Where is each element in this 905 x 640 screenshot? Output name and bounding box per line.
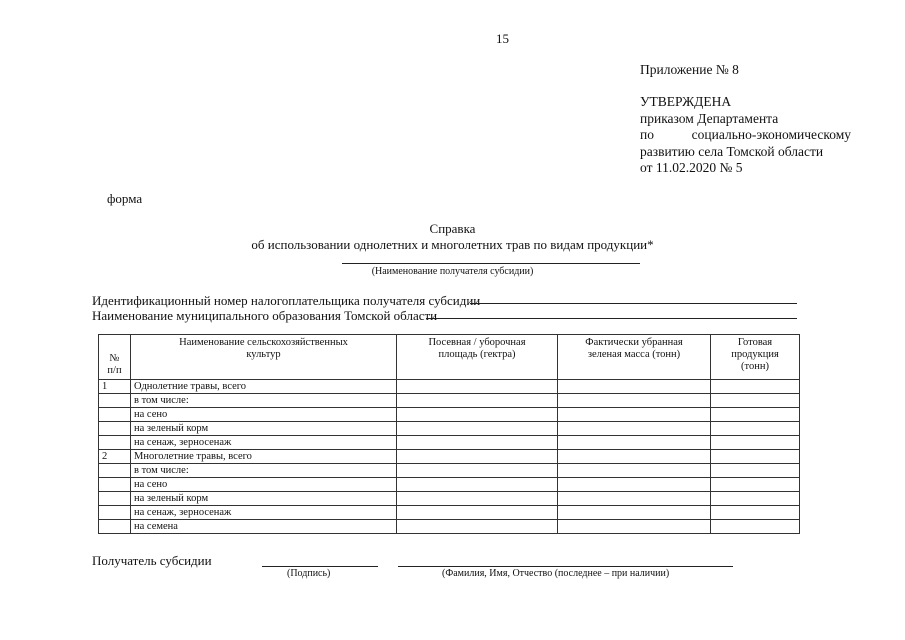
row-crop-cell: на сенаж, зерносенаж xyxy=(131,436,397,450)
row-product-cell[interactable] xyxy=(711,380,800,394)
row-num-cell xyxy=(99,436,131,450)
table-row xyxy=(99,464,800,478)
header-area-line2: площадь (гектра) xyxy=(438,349,516,360)
header-num-line1: № xyxy=(109,353,120,364)
row-area-cell[interactable] xyxy=(397,450,558,464)
table-row xyxy=(99,478,800,492)
row-product-cell[interactable] xyxy=(711,450,800,464)
row-product-cell[interactable] xyxy=(711,506,800,520)
row-crop-cell: Многолетние травы, всего xyxy=(131,450,397,464)
row-area-cell[interactable] xyxy=(397,422,558,436)
municipality-field-line[interactable] xyxy=(426,318,797,319)
row-num-cell: 1 xyxy=(99,380,131,394)
row-area-cell[interactable] xyxy=(397,506,558,520)
appendix-label: Приложение № 8 xyxy=(640,62,739,77)
row-area-cell[interactable] xyxy=(397,520,558,534)
row-product-cell[interactable] xyxy=(711,492,800,506)
approval-line-2 xyxy=(640,127,851,144)
header-mass-line2: зеленая масса (тонн) xyxy=(587,349,681,360)
header-mass xyxy=(558,335,711,380)
row-mass-cell[interactable] xyxy=(558,408,711,422)
table-row xyxy=(99,422,800,436)
row-num-cell xyxy=(99,478,131,492)
approval-block xyxy=(640,94,851,177)
row-crop-cell: на зеленый корм xyxy=(131,422,397,436)
table-row xyxy=(99,408,800,422)
row-product-cell[interactable] xyxy=(711,408,800,422)
approval-line-3: развитию села Томской области xyxy=(640,143,824,159)
row-num-cell xyxy=(99,422,131,436)
recipient-name-line[interactable] xyxy=(342,263,640,264)
fio-line[interactable] xyxy=(398,566,733,567)
fio-caption: (Фамилия, Имя, Отчество (последнее – при наличии) xyxy=(442,568,670,579)
header-crop-line1: Наименование сельскохозяйственных xyxy=(179,337,348,348)
table-row xyxy=(99,450,800,464)
row-crop-cell: на сено xyxy=(131,478,397,492)
approval-line-1: приказом Департамента xyxy=(640,110,779,126)
row-product-cell[interactable] xyxy=(711,464,800,478)
row-crop-cell: на семена xyxy=(131,520,397,534)
table-header-row xyxy=(99,335,800,380)
row-area-cell[interactable] xyxy=(397,380,558,394)
header-num-line2: п/п xyxy=(107,365,122,376)
signature-line[interactable] xyxy=(262,566,378,567)
row-mass-cell[interactable] xyxy=(558,450,711,464)
recipient-label: Получатель субсидии xyxy=(92,553,212,568)
table-row xyxy=(99,380,800,394)
row-area-cell[interactable] xyxy=(397,464,558,478)
header-crop-line2: культур xyxy=(246,349,281,360)
row-product-cell[interactable] xyxy=(711,436,800,450)
inn-field-line[interactable] xyxy=(470,303,797,304)
row-num-cell xyxy=(99,492,131,506)
page-number: 15 xyxy=(496,31,509,46)
inn-label: Идентификационный номер налогоплательщика получателя субсидии xyxy=(92,293,481,308)
approval-line-4: от 11.02.2020 № 5 xyxy=(640,160,743,175)
header-area xyxy=(397,335,558,380)
header-product-line1: Готовая xyxy=(737,337,773,348)
table-row xyxy=(99,492,800,506)
row-mass-cell[interactable] xyxy=(558,394,711,408)
row-mass-cell[interactable] xyxy=(558,506,711,520)
approval-heading: УТВЕРЖДЕНА xyxy=(640,94,732,109)
row-crop-cell: в том числе: xyxy=(131,394,397,408)
form-label: форма xyxy=(107,191,143,206)
row-num-cell: 2 xyxy=(99,450,131,464)
grass-usage-table xyxy=(98,334,800,534)
header-product xyxy=(711,335,800,380)
header-area-line1: Посевная / уборочная xyxy=(428,337,526,348)
row-num-cell xyxy=(99,506,131,520)
row-product-cell[interactable] xyxy=(711,394,800,408)
row-num-cell xyxy=(99,408,131,422)
table-row xyxy=(99,394,800,408)
signature-caption: (Подпись) xyxy=(287,568,331,579)
approval-line-2a: по xyxy=(640,127,654,142)
table-row xyxy=(99,520,800,534)
row-area-cell[interactable] xyxy=(397,492,558,506)
recipient-name-caption: (Наименование получателя субсидии) xyxy=(371,266,534,277)
row-crop-cell: на зеленый корм xyxy=(131,492,397,506)
row-product-cell[interactable] xyxy=(711,520,800,534)
document-subtitle: об использовании однолетних и многолетних трав по видам продукции* xyxy=(251,237,654,252)
row-area-cell[interactable] xyxy=(397,436,558,450)
row-num-cell xyxy=(99,520,131,534)
document-title: Справка xyxy=(429,221,476,236)
row-mass-cell[interactable] xyxy=(558,492,711,506)
header-mass-line1: Фактически убранная xyxy=(585,337,683,348)
row-product-cell[interactable] xyxy=(711,422,800,436)
row-num-cell xyxy=(99,394,131,408)
row-mass-cell[interactable] xyxy=(558,478,711,492)
header-num xyxy=(99,335,131,380)
header-product-line2: продукция xyxy=(731,349,779,360)
row-product-cell[interactable] xyxy=(711,478,800,492)
table-row xyxy=(99,436,800,450)
row-area-cell[interactable] xyxy=(397,408,558,422)
row-crop-cell: на сено xyxy=(131,408,397,422)
header-crop xyxy=(131,335,397,380)
header-product-line3: (тонн) xyxy=(741,361,769,372)
table-body xyxy=(99,380,800,534)
row-area-cell[interactable] xyxy=(397,478,558,492)
row-mass-cell[interactable] xyxy=(558,436,711,450)
row-crop-cell: Однолетние травы, всего xyxy=(131,380,397,394)
row-num-cell xyxy=(99,464,131,478)
row-mass-cell[interactable] xyxy=(558,380,711,394)
row-mass-cell[interactable] xyxy=(558,520,711,534)
row-crop-cell: в том числе: xyxy=(131,464,397,478)
municipality-label: Наименование муниципального образования Томской области xyxy=(92,308,438,323)
row-area-cell[interactable] xyxy=(397,394,558,408)
row-mass-cell[interactable] xyxy=(558,464,711,478)
row-mass-cell[interactable] xyxy=(558,422,711,436)
approval-line-2b: социально-экономическому xyxy=(691,127,851,142)
row-crop-cell: на сенаж, зерносенаж xyxy=(131,506,397,520)
table-row xyxy=(99,506,800,520)
